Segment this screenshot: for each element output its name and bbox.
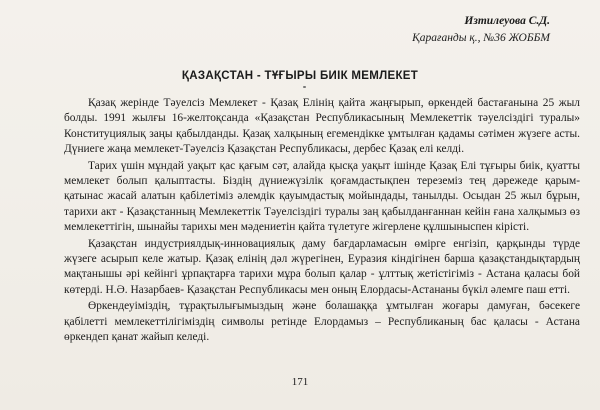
article-body <box>64 96 580 347</box>
paragraph-2: Тарих үшін мұндай уақыт қас қағым сәт, алайда қысқа уақыт ішінде Қазақ Елі тұғыры биік, қуатты мемлекет болып қалыптасты. Біздің дүниежүзілік қоғамдастықпен тереземіз тең дәрежеде қарым-қатынас жасай алатын қабілетіміз әлемдік қауымдастық мойындады, танылды. Осыдан 25 жыл бұрын, тарихи акт - Қазақстанның Мемлекеттік Тәуелсіздігі туралы заң қабылданғаннан кейін ғана халқымыз өз мемлекеттігін, шынайы тарихы мен мәдениетін қайта түлетуге жігерлене құлшыныспен кірісті. <box>64 159 580 234</box>
paragraph-1: Қазақ жерінде Тәуелсіз Мемлекет - Қазақ Елінің қайта жаңғырып, өркендей бастағанына 25 жыл болды. 1991 жылғы 16-желтоқсанда «Қазақстан Республикасының Мемлекеттік тәуелсіздігі туралы» Конституциялық заңы қабылданды. Қазақ халқының егемендікке ұмтылған қадамы сәтімен жүзеге асты. Дүниеге жаңа мемлекет-Тәуелсіз Қазақстан Республикасы, дербес Қазақ елі келді. <box>64 97 580 156</box>
print-speck <box>303 86 306 88</box>
article-title: ҚАЗАҚСТАН - ТҰҒЫРЫ БИІК МЕМЛЕКЕТ <box>181 70 419 82</box>
page-number: 171 <box>291 376 309 388</box>
paragraph-4: Өркендеуіміздің, тұрақтылығымыздың және болашаққа ұмтылған жоғары дамуған, бәсекеге қабілетті мемлекеттілігіміздің символы ретінде Елордамыз – Республиканың бас қаласы - Астана өркендеп қанат жайып келеді. <box>64 300 580 344</box>
author-name: Изтилеуова С.Д. <box>464 15 550 27</box>
author-school: Қарағанды қ., №36 ЖОББМ <box>412 32 550 44</box>
paragraph-3: Қазақстан индустриялдық-инновациялық даму бағдарламасын өмірге енгізіп, қарқынды түрде жүзеге асырып келе жатыр. Қазақ елінің дәл жүрегінен, Еуразия кіндігінен барша қазақстандықтардың мақтанышы әрі кейінгі ұрпақтарға тарихи мұра болып қалар - ұлттық жетістігіміз - Астана қаласы бой көтерді. Н.Ә. Назарбаев- Қазақстан Республикасы мен оның Елордасы-Астананы бүкіл әлемге паш етті. <box>64 237 580 296</box>
